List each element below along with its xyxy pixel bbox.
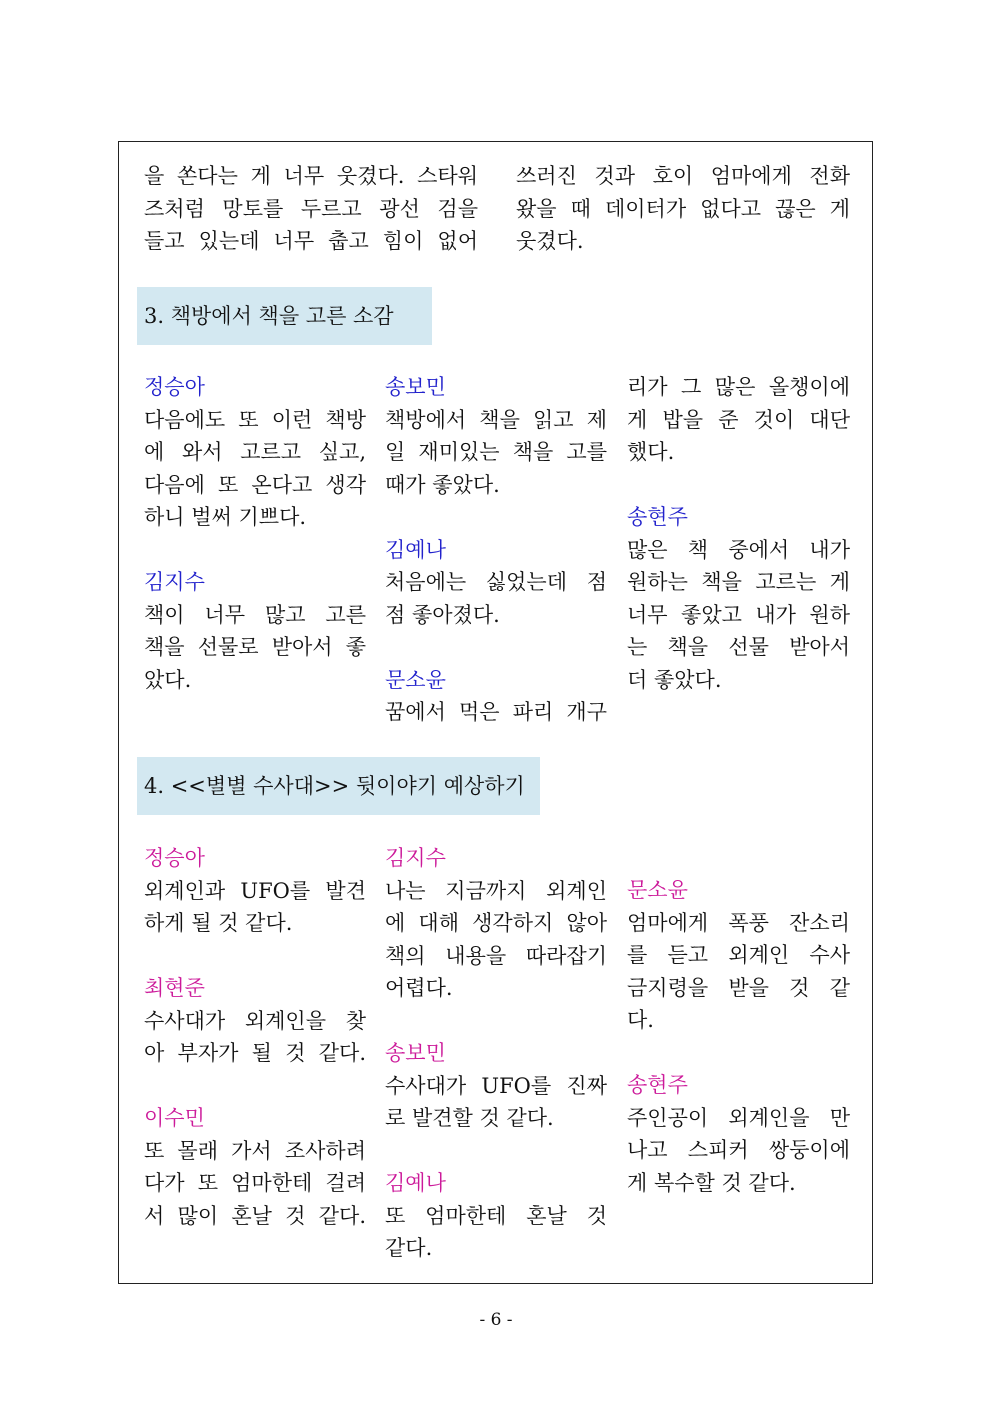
page-number: - 6 - [479, 1310, 513, 1330]
text-line: 또 몰래 가서 조사하려 [144, 1138, 366, 1163]
text-line: 때가 좋았다. [385, 472, 500, 497]
text-line: 웃겼다. [516, 229, 584, 253]
section-heading-4: 4. <<별별 수사대>> 뒷이야기 예상하기 [137, 757, 540, 815]
text-line: 또 엄마한테 혼날 것 [385, 1203, 607, 1228]
text-line: 다가 또 엄마한테 걸려 [144, 1171, 366, 1195]
section4-column-3 [627, 874, 850, 1199]
text-line: 를 듣고 외계인 수사 [627, 943, 850, 967]
text-line: 같다. [385, 1236, 433, 1260]
text-line: 금지령을 받을 것 같 [627, 975, 850, 1000]
text-line: 외계인과 UFO를 발견 [144, 878, 366, 903]
section3-column-3 [627, 371, 850, 696]
student-name: 문소윤 [627, 878, 688, 902]
text-line: 책의 내용을 따라잡기 [385, 943, 607, 968]
text-line: 다. [627, 1008, 654, 1032]
student-name: 김예나 [385, 1171, 446, 1195]
text-line: 나고 스피커 쌍둥이에 [627, 1138, 850, 1162]
text-line: 하니 벌써 기쁘다. [144, 505, 307, 529]
text-line: 점 좋아졌다. [385, 602, 500, 627]
text-line: 어렵다. [385, 976, 453, 1000]
student-name: 정승아 [144, 375, 205, 399]
text-line: 았다. [144, 667, 192, 692]
text-line: 했다. [627, 440, 675, 464]
text-line: 처음에는 싫었는데 점 [385, 570, 607, 594]
text-line: 주인공이 외계인을 만 [627, 1105, 850, 1130]
text-line: 책을 선물로 받아서 좋 [144, 635, 366, 659]
section-heading-3: 3. 책방에서 책을 고른 소감 [137, 287, 432, 345]
text-line: 로 발견할 것 같다. [385, 1106, 554, 1130]
section3-column-1 [144, 371, 366, 696]
text-line: 즈처럼 망토를 두르고 광선 검을 [144, 196, 478, 221]
text-line: 게 복수할 것 같다. [627, 1170, 796, 1195]
student-name: 김지수 [385, 846, 446, 870]
text-line: 엄마에게 폭풍 잔소리 [627, 910, 850, 935]
text-line: 다음에 또 온다고 생각 [144, 472, 366, 497]
student-name: 송보민 [385, 375, 446, 399]
text-line: 많은 책 중에서 내가 [627, 537, 850, 562]
section4-column-2 [385, 842, 607, 1265]
text-line: 쓰러진 것과 호이 엄마에게 전화 [516, 164, 850, 188]
text-line: 다음에도 또 이런 책방 [144, 407, 366, 432]
text-line: 게 밥을 준 것이 대단 [627, 407, 850, 432]
student-name: 정승아 [144, 846, 205, 870]
section3-column-2 [385, 371, 607, 729]
text-line: 책이 너무 많고 고른 [144, 602, 366, 627]
student-name: 김지수 [144, 570, 205, 594]
text-line: 꿈에서 먹은 파리 개구 [385, 700, 607, 724]
text-line: 서 많이 혼날 것 같다. [144, 1203, 366, 1228]
top-column-1 [144, 160, 478, 258]
text-line: 원하는 책을 고르는 게 [627, 570, 850, 594]
student-name: 최현준 [144, 976, 205, 1000]
student-name: 김예나 [385, 537, 446, 562]
text-line: 일 재미있는 책을 고를 [385, 440, 607, 464]
top-column-2 [516, 160, 850, 258]
text-line: 수사대가 UFO를 진짜 [385, 1073, 607, 1098]
text-line: 왔을 때 데이터가 없다고 끊은 게 [516, 196, 850, 221]
text-line: 더 좋았다. [627, 667, 722, 692]
text-line: 아 부자가 될 것 같다. [144, 1041, 366, 1065]
text-line: 에 대해 생각하지 않아 [385, 911, 607, 935]
text-line: 너무 좋았고 내가 원하 [627, 602, 850, 627]
student-name: 송보민 [385, 1041, 446, 1065]
text-line: 나는 지금까지 외계인 [385, 878, 607, 903]
text-line: 책방에서 책을 읽고 제 [385, 407, 607, 432]
student-name: 이수민 [144, 1106, 205, 1130]
text-line: 에 와서 고르고 싶고, [144, 440, 366, 464]
student-name: 송현주 [627, 505, 688, 529]
section4-column-1 [144, 842, 366, 1232]
text-line: 리가 그 많은 올챙이에 [627, 375, 850, 399]
text-line: 수사대가 외계인을 찾 [144, 1008, 366, 1033]
text-line: 는 책을 선물 받아서 [627, 635, 850, 659]
student-name: 문소윤 [385, 667, 446, 692]
student-name: 송현주 [627, 1073, 688, 1097]
text-line: 을 쏜다는 게 너무 웃겼다. 스타워 [144, 164, 478, 188]
text-line: 하게 될 것 같다. [144, 911, 293, 935]
text-line: 들고 있는데 너무 춥고 힘이 없어 [144, 229, 478, 253]
